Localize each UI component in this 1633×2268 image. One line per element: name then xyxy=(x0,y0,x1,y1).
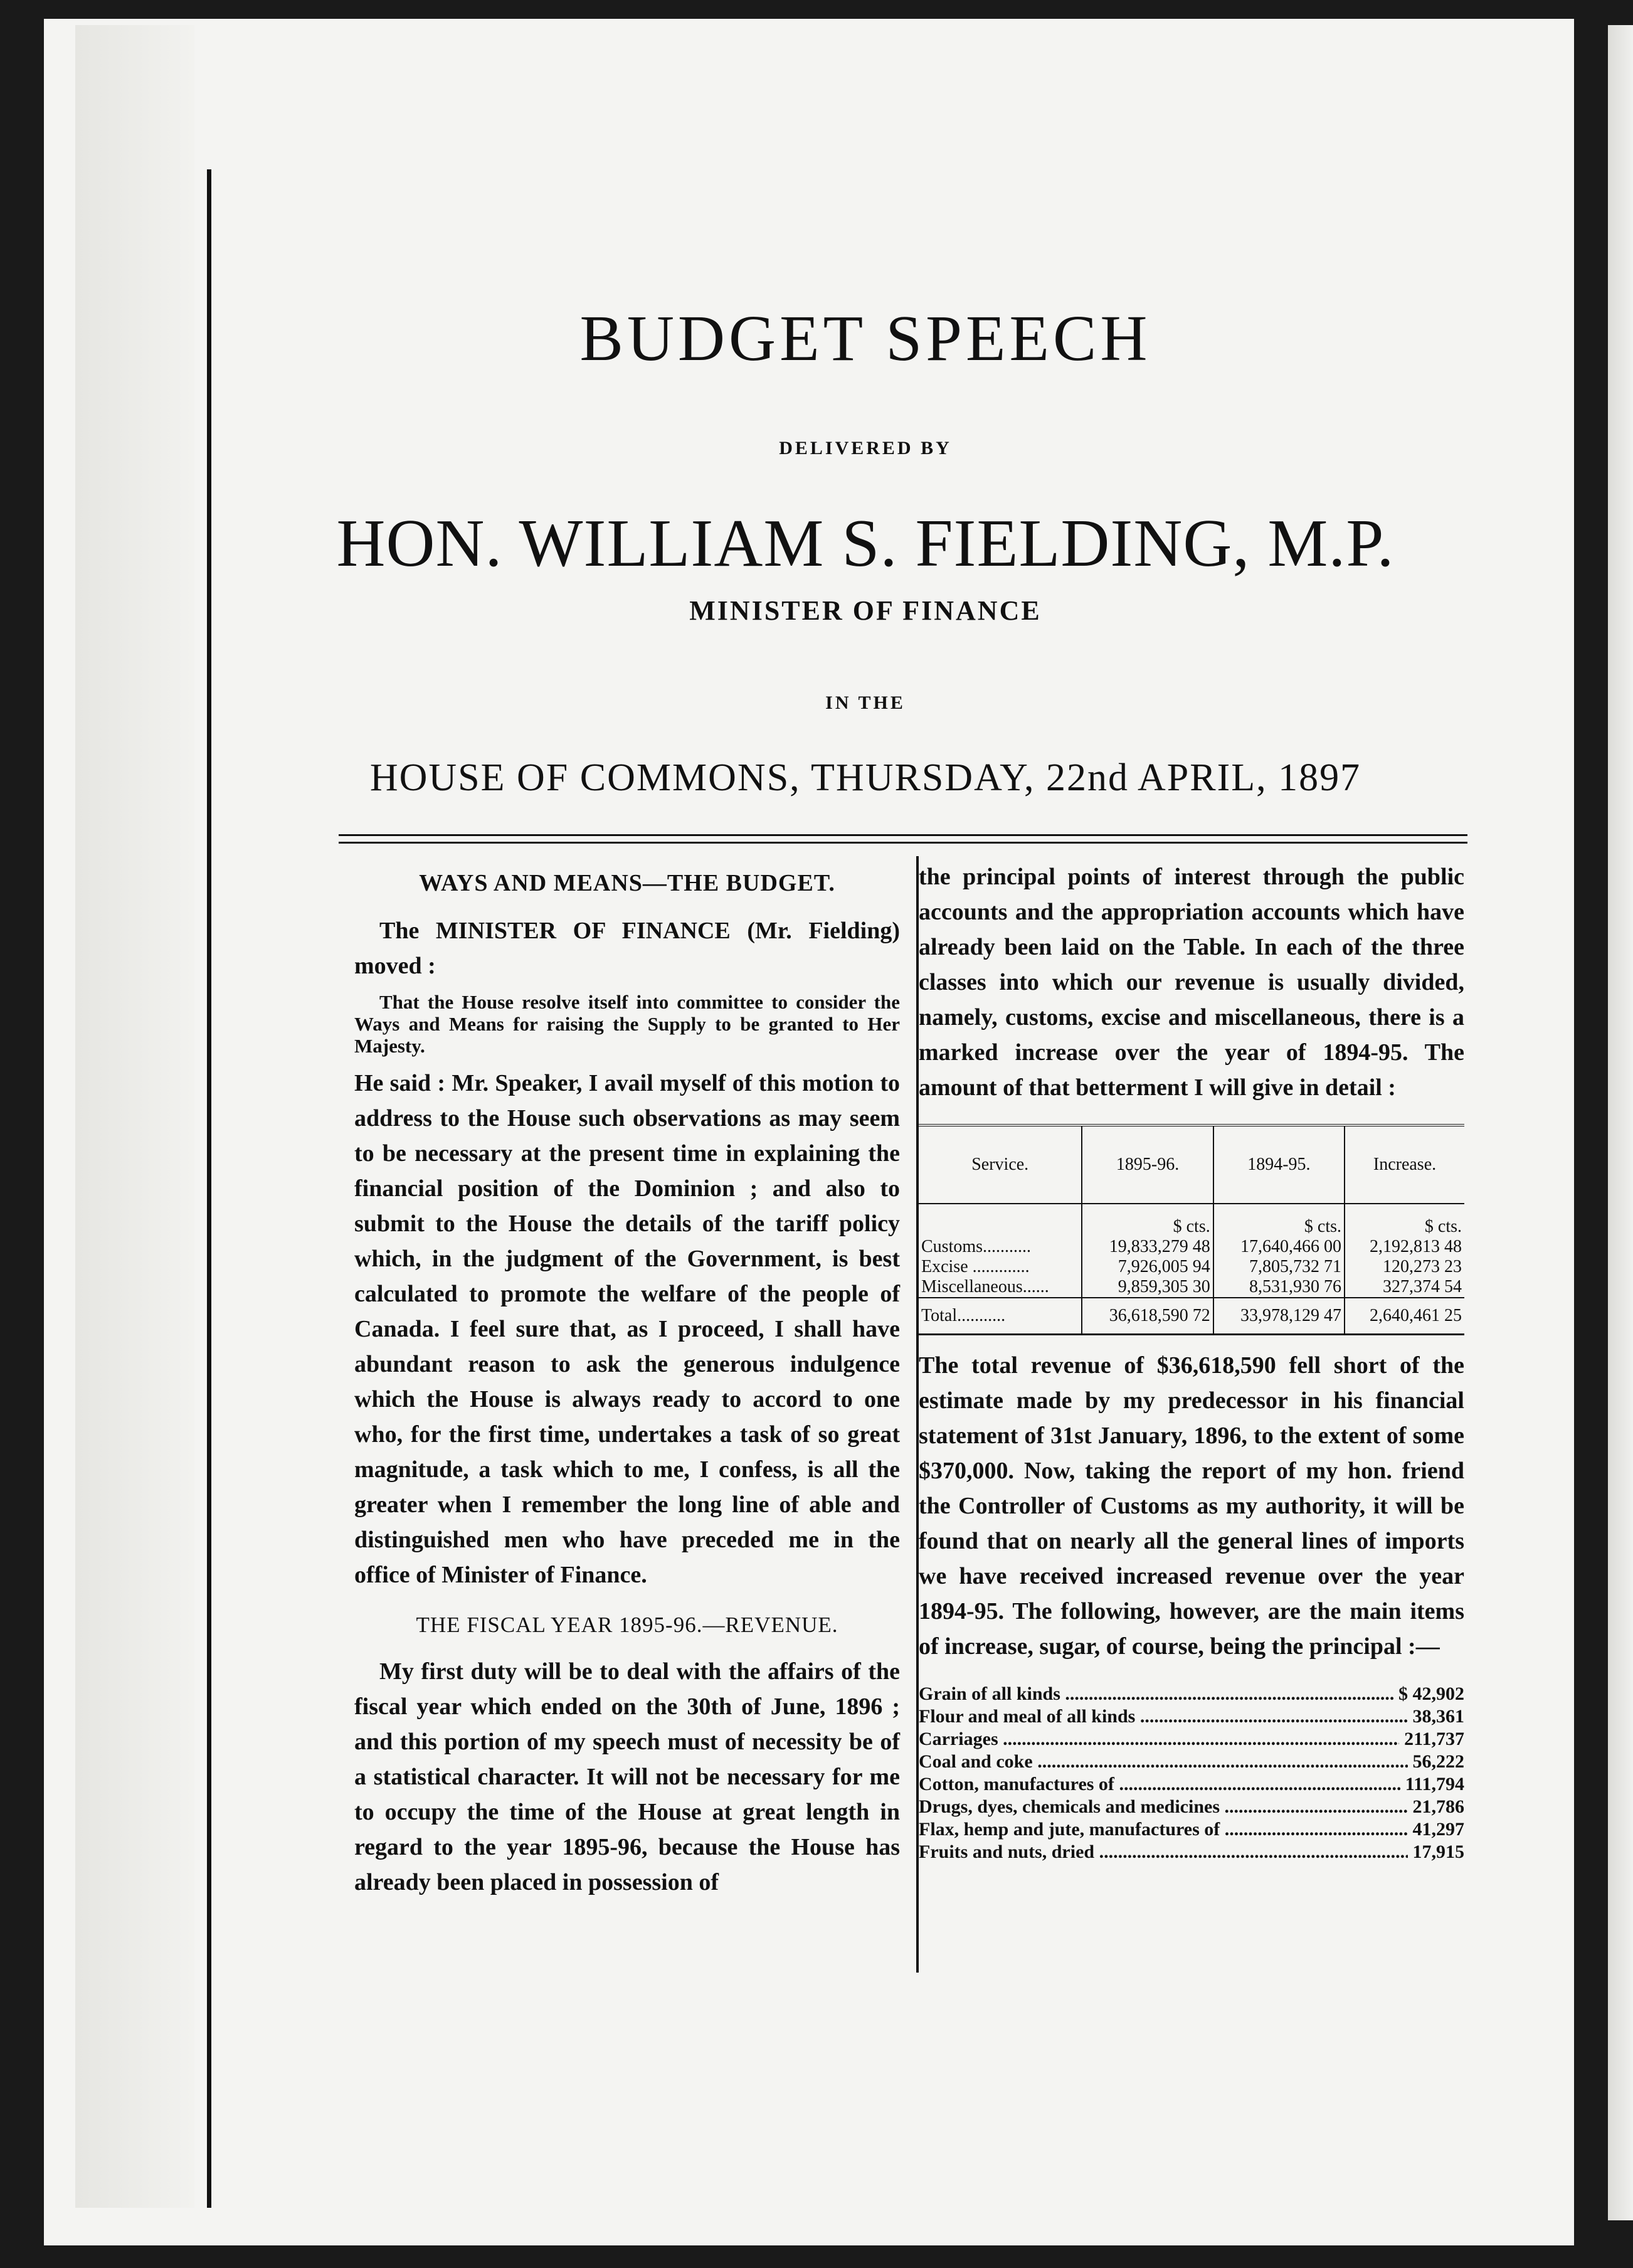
total-cell: 33,978,129 47 xyxy=(1213,1298,1345,1335)
list-item: Flax, hemp and jute, manufactures of ..... 41,297 xyxy=(919,1818,1464,1841)
document-title: BUDGET SPEECH xyxy=(579,302,1151,374)
table-header: 1894-95. xyxy=(1213,1125,1345,1204)
service-cell: Excise ............. xyxy=(921,1257,1030,1276)
list-item: Carriages ..... 211,737 xyxy=(919,1728,1464,1751)
list-item: Fruits and nuts, dried ..... 17,915 xyxy=(919,1841,1464,1863)
speaker-name: HON. WILLIAM S. FIELDING, M.P. xyxy=(336,506,1395,581)
value-cell: 7,805,732 71 xyxy=(1213,1257,1345,1277)
venue-date: HOUSE OF COMMONS, THURSDAY, 22nd APRIL, 1897 xyxy=(369,756,1361,799)
speech-paragraph-1: He said : Mr. Speaker, I avail myself of this motion to address to the House such observations as may seem to be necessary at the present time in explaining the financial position of the Dominion ; and also to submit to the House the details of the tariff policy which, in the judgment of the Government, is best calculated to promote the welfare of the people of Canada. I feel sure that, as I proceed, I shall have abundant reason to ask the generous indulgence which the House is always ready to accord to one who, for the first time, undertakes a task of so great magnitude, a task which to me, I confess, is all the greater when I remember the long line of able and distinguished men who have preceded me in the office of Minister of Finance. xyxy=(354,1070,900,1588)
page-edge xyxy=(1608,25,1633,2220)
value-cell: 2,192,813 48 xyxy=(1345,1237,1464,1257)
table-row xyxy=(919,1257,1464,1277)
units-cell: $ cts. xyxy=(1213,1204,1345,1237)
speech-paragraph-4: The total revenue of $36,618,590 fell short of the estimate made by my predecessor in his financial statement of 31st January, 1896, to the extent of some $370,000. Now, taking the report of my hon. friend the Controller of Customs as my authority, it will be found that on nearly all the general lines of imports we have received increased revenue over the year 1894-95. The following, however, are the main items of increase, sugar, of course, being the principal :— xyxy=(919,1352,1464,1660)
in-the-label: IN THE xyxy=(825,692,906,713)
speech-paragraph-2: My first duty will be to deal with the affairs of the fiscal year which ended on the 30th of June, 1896 ; and this portion of my speech must of necessity be of a statistical character. It will not be necessary for me to occupy the time of the House at great length in regard to the year 1895-96, because the House has already been placed in possession of xyxy=(354,1658,900,1895)
value-cell: 8,531,930 76 xyxy=(1213,1277,1345,1298)
list-item: Drugs, dyes, chemicals and medicines ..... 21,786 xyxy=(919,1796,1464,1818)
list-item: Coal and coke ..... 56,222 xyxy=(919,1751,1464,1773)
table-header: Service. xyxy=(919,1125,1082,1204)
value-cell: 17,640,466 00 xyxy=(1213,1237,1345,1257)
value-cell: 7,926,005 94 xyxy=(1082,1257,1213,1277)
increase-items-list xyxy=(919,1683,1464,1863)
fold-line xyxy=(207,169,211,2208)
header-rule-top xyxy=(339,834,1467,836)
revenue-table xyxy=(919,1124,1464,1335)
table-header: Increase. xyxy=(1345,1125,1464,1204)
table-header: 1895-96. xyxy=(1082,1125,1213,1204)
total-cell: 2,640,461 25 xyxy=(1345,1298,1464,1335)
list-item: Grain of all kinds ..... $ 42,902 xyxy=(919,1683,1464,1705)
value-cell: 9,859,305 30 xyxy=(1082,1277,1213,1298)
table-total-row xyxy=(919,1298,1464,1335)
motion-text: That the House resolve itself into committee to consider the Ways and Means for raising the Supply to be granted to Her Majesty. xyxy=(354,991,900,1057)
units-cell: $ cts. xyxy=(1082,1204,1213,1237)
fold-shadow xyxy=(75,25,194,2208)
service-cell: Miscellaneous...... xyxy=(921,1277,1049,1296)
table-row xyxy=(919,1237,1464,1257)
value-cell: 327,374 54 xyxy=(1345,1277,1464,1298)
speech-paragraph-3: the principal points of interest through the public accounts and the appropriation accounts which have already been laid on the Table. In each of the three classes into which our revenue is usually divided, namely, customs, excise and miscellaneous, there is a marked increase over the year of 1894-95. The amount of that betterment I will give in detail : xyxy=(919,864,1464,1101)
delivered-by-label: DELIVERED BY xyxy=(779,438,952,458)
fiscal-year-subheading: THE FISCAL YEAR 1895-96.—REVENUE. xyxy=(416,1613,838,1637)
list-item: Cotton, manufactures of ..... 111,794 xyxy=(919,1773,1464,1796)
table-units-row xyxy=(919,1204,1464,1237)
moved-paragraph: The MINISTER OF FINANCE (Mr. Fielding) moved : xyxy=(354,918,900,979)
value-cell: 120,273 23 xyxy=(1345,1257,1464,1277)
total-cell: 36,618,590 72 xyxy=(1082,1298,1213,1335)
right-column xyxy=(919,859,1464,1863)
list-item: Flour and meal of all kinds ..... 38,361 xyxy=(919,1705,1464,1728)
service-cell: Customs........... xyxy=(921,1237,1032,1256)
section-heading: WAYS AND MEANS—THE BUDGET. xyxy=(419,870,835,896)
left-column xyxy=(354,859,900,1900)
table-row xyxy=(919,1277,1464,1298)
value-cell: 19,833,279 48 xyxy=(1082,1237,1213,1257)
units-cell: $ cts. xyxy=(1345,1204,1464,1237)
header-rule-bottom xyxy=(339,842,1467,844)
speaker-role: MINISTER OF FINANCE xyxy=(689,595,1042,626)
total-label: Total........... xyxy=(919,1298,1082,1335)
